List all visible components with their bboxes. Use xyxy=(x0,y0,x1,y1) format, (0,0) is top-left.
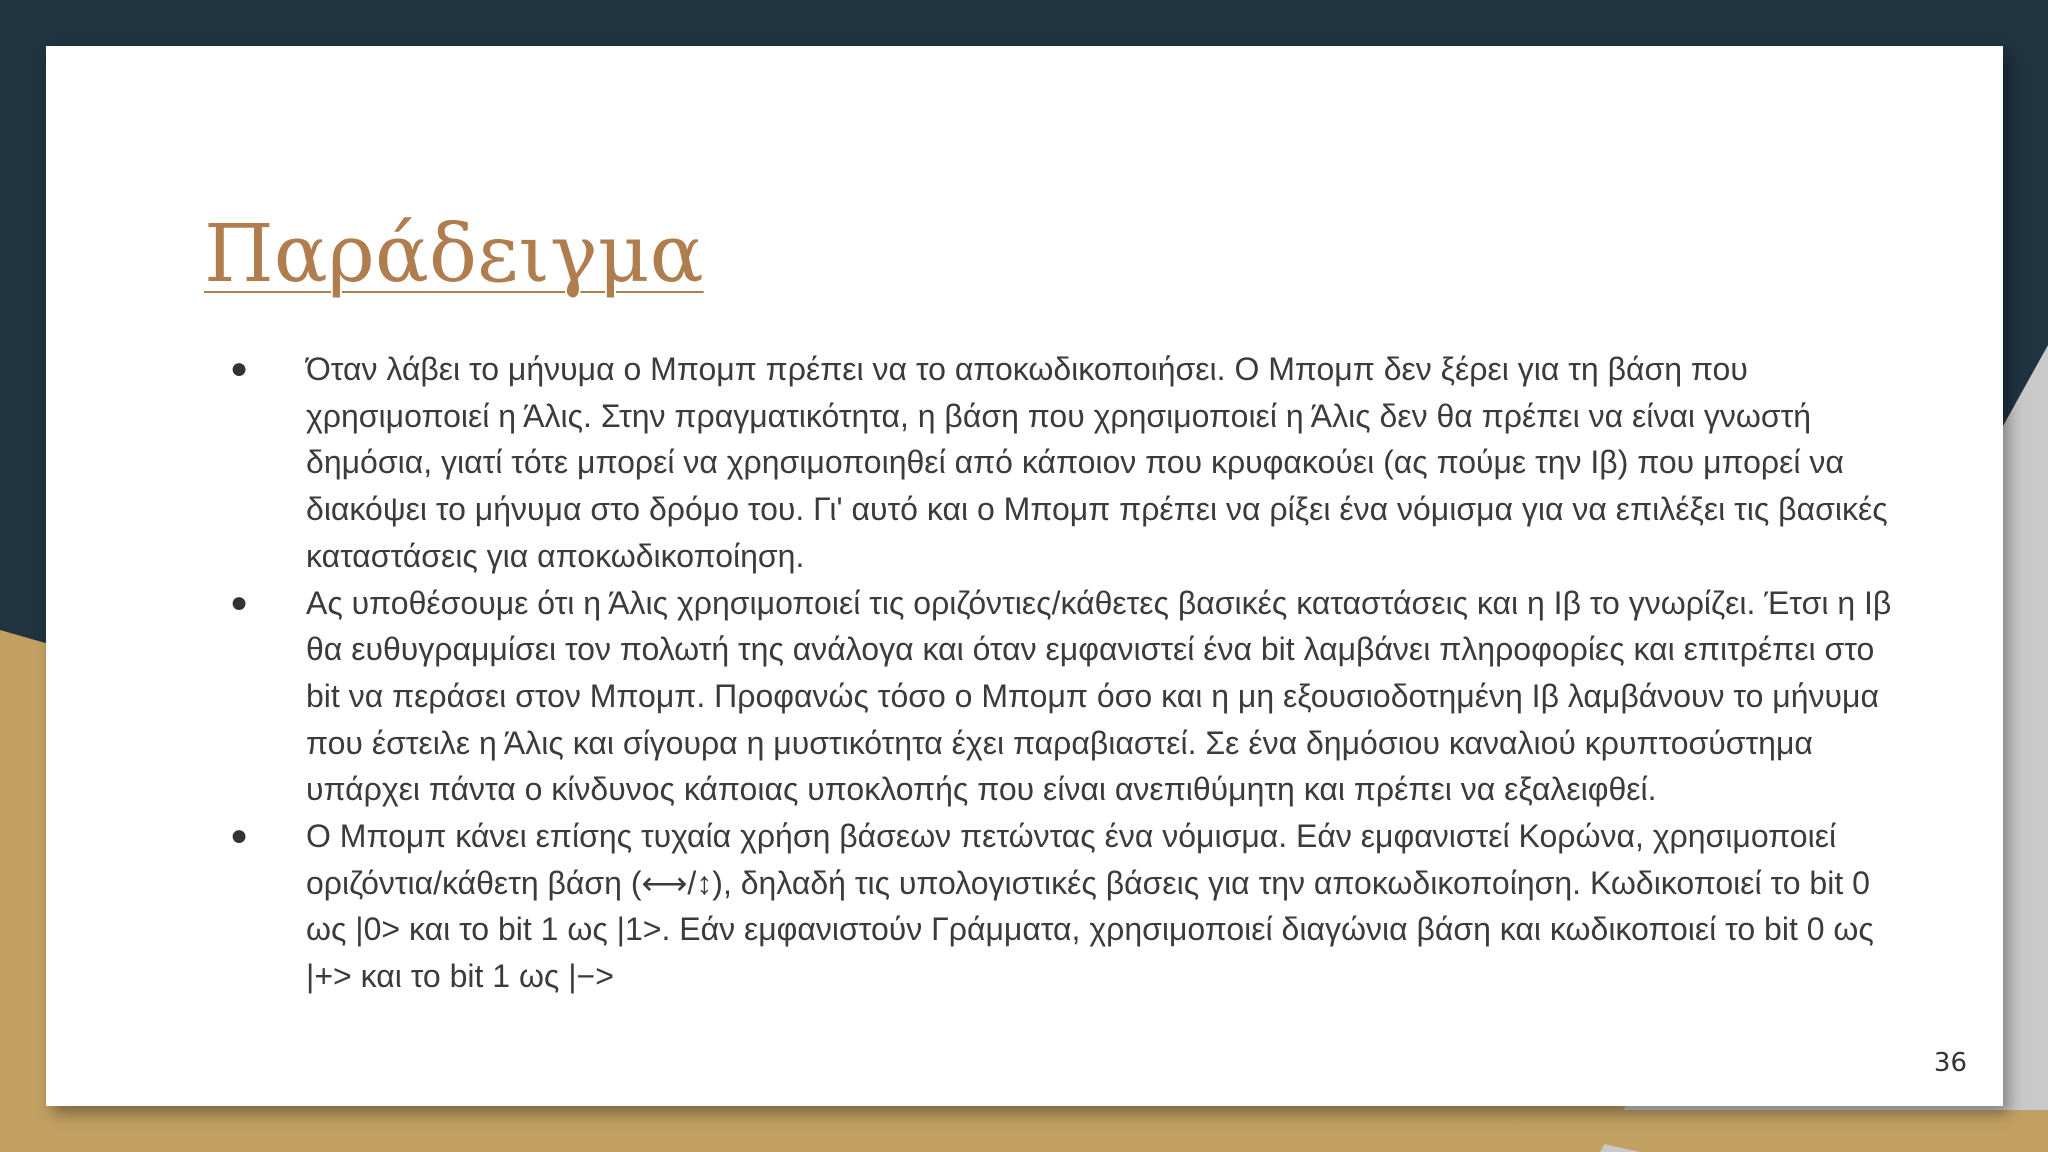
bullet-item xyxy=(206,813,1906,1000)
bullet-item xyxy=(206,346,1906,580)
bullet-text: Ο Μπομπ κάνει επίσης τυχαία χρήση βάσεων πετώντας ένα νόμισμα. Εάν εμφανιστεί Κορώνα, χρησιμοποιεί οριζόντια/κάθετη βάση (⟷/↕), δηλαδή τις υπολογιστικές βάσεις για την αποκωδικοποίηση. Κωδικοποιεί το bit 0 ως |0> και το bit 1 ως |1>. Εάν εμφανιστούν Γράμματα, χρησιμοποιεί διαγώνια βάση και κωδικοποιεί το bit 0 ως |+> και το bit 1 ως |−> xyxy=(306,818,1874,995)
bullet-text: Ας υποθέσουμε ότι η Άλις χρησιμοποιεί τις οριζόντιες/κάθετες βασικές καταστάσεις και η Ιβ το γνωρίζει. Έτσι η Ιβ θα ευθυγραμμίσει τον πολωτή της ανάλογα και όταν εμφανιστεί ένα bit λαμβάνει πληροφορίες και επιτρέπει στο bit να περάσει στον Μπομπ. Προφανώς τόσο ο Μπομπ όσο και η μη εξουσιοδοτημένη Ιβ λαμβάνουν το μήνυμα που έστειλε η Άλις και σίγουρα η μυστικότητα έχει παραβιαστεί. Σε ένα δημόσιου καναλιού κρυπτοσύστημα υπάρχει πάντα ο κίνδυνος κάποιας υποκλοπής που είναι ανεπιθύμητη και πρέπει να εξαλειφθεί. xyxy=(306,584,1892,808)
page-number: 36 xyxy=(1933,1048,1967,1078)
bullet-dot-icon: ● xyxy=(229,352,249,385)
bullet-text: Όταν λάβει το μήνυμα ο Μπομπ πρέπει να το αποκωδικοποιήσει. Ο Μπομπ δεν ξέρει για τη βάση που χρησιμοποιεί η Άλις. Στην πραγματικότητα, η βάση που χρησιμοποιεί η Άλις δεν θα πρέπει να είναι γνωστή δημόσια, γιατί τότε μπορεί να χρησιμοποιηθεί από κάποιον που κρυφακούει (ας πούμε την Ιβ) που μπορεί να διακόψει το μήνυμα στο δρόμο του. Γι' αυτό και ο Μπομπ πρέπει να ρίξει ένα νόμισμα για να επιλέξει τις βασικές καταστάσεις για αποκωδικοποίηση. xyxy=(306,351,1888,574)
bullet-item xyxy=(206,580,1906,814)
bullet-list xyxy=(206,346,1906,1000)
bullet-dot-icon: ● xyxy=(229,819,249,853)
bullet-dot-icon: ● xyxy=(229,585,249,619)
slide-title: Παράδειγμα xyxy=(204,207,704,300)
slide xyxy=(46,46,2003,1106)
